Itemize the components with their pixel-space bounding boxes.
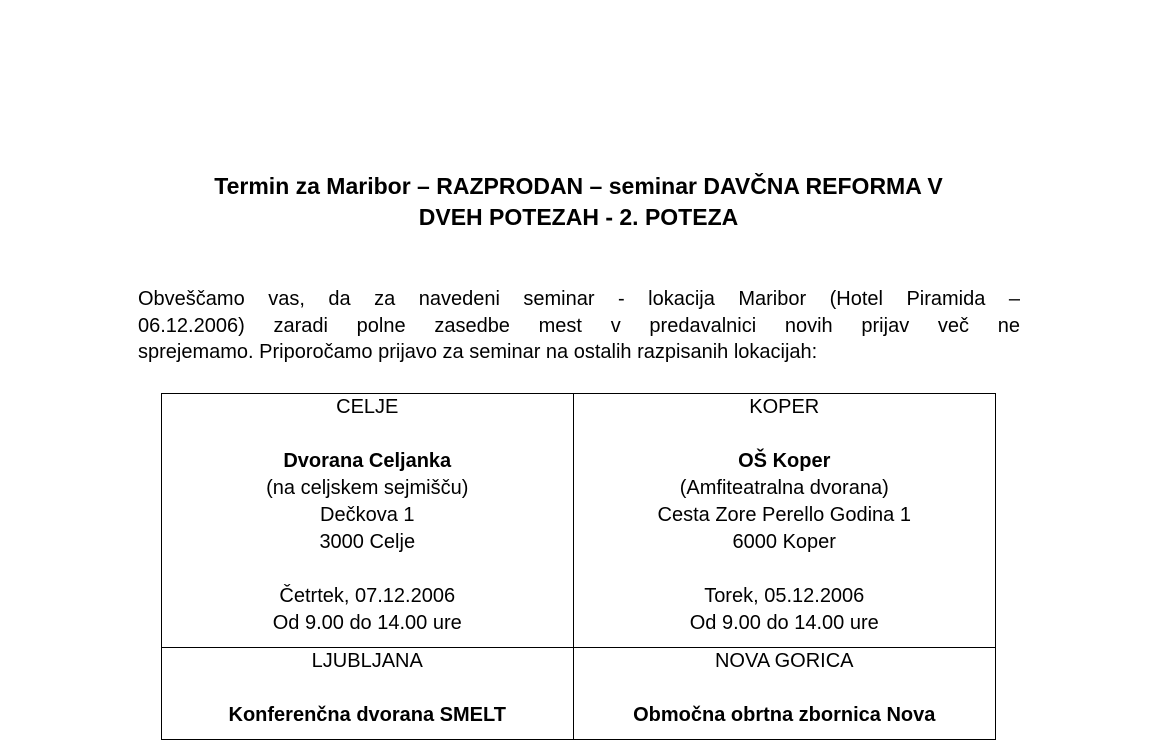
location-street: Cesta Zore Perello Godina 1 bbox=[657, 504, 911, 526]
location-venue: Območna obrtna zbornica Nova bbox=[633, 704, 936, 726]
location-postal: 6000 Koper bbox=[732, 531, 836, 553]
table-row bbox=[162, 394, 996, 648]
location-city: CELJE bbox=[336, 396, 399, 418]
spacer bbox=[166, 556, 569, 583]
location-note: (na celjskem sejmišču) bbox=[266, 477, 469, 499]
spacer bbox=[166, 421, 569, 448]
location-cell-nova-gorica bbox=[573, 648, 996, 740]
title-line-1: Termin za Maribor – RAZPRODAN – seminar DAVČNA REFORMA V bbox=[214, 173, 943, 199]
location-time: Od 9.00 do 14.00 ure bbox=[689, 612, 879, 634]
location-city: LJUBLJANA bbox=[311, 650, 423, 672]
location-cell-ljubljana bbox=[162, 648, 574, 740]
location-note: (Amfiteatralna dvorana) bbox=[679, 477, 889, 499]
spacer bbox=[578, 421, 992, 448]
location-date: Torek, 05.12.2006 bbox=[704, 585, 865, 607]
location-venue: OŠ Koper bbox=[738, 450, 831, 472]
location-city: NOVA GORICA bbox=[714, 650, 854, 672]
spacer bbox=[578, 556, 992, 583]
intro-line-3: sprejemamo. Priporočamo prijavo za seminar na ostalih razpisanih lokacijah: bbox=[138, 341, 818, 363]
spacer bbox=[166, 675, 569, 702]
location-street: Dečkova 1 bbox=[320, 504, 415, 526]
table-row bbox=[162, 648, 996, 740]
spacer bbox=[578, 675, 992, 702]
intro-line-1: Obveščamo vas, da za navedeni seminar - lokacija Maribor (Hotel Piramida – bbox=[138, 288, 1020, 310]
locations-table bbox=[161, 393, 996, 740]
location-postal: 3000 Celje bbox=[319, 531, 416, 553]
location-cell-celje bbox=[162, 394, 574, 648]
location-date: Četrtek, 07.12.2006 bbox=[279, 585, 456, 607]
title-line-2: DVEH POTEZAH - 2. POTEZA bbox=[418, 204, 739, 230]
intro-line-2: 06.12.2006) zaradi polne zasedbe mest v predavalnici novih prijav več ne bbox=[138, 314, 1020, 337]
intro-paragraph bbox=[138, 286, 1020, 366]
location-time: Od 9.00 do 14.00 ure bbox=[272, 612, 462, 634]
location-cell-koper bbox=[573, 394, 996, 648]
location-venue: Dvorana Celjanka bbox=[283, 450, 452, 472]
location-city: KOPER bbox=[749, 396, 820, 418]
location-venue: Konferenčna dvorana SMELT bbox=[228, 704, 506, 726]
document-title bbox=[120, 171, 1037, 233]
